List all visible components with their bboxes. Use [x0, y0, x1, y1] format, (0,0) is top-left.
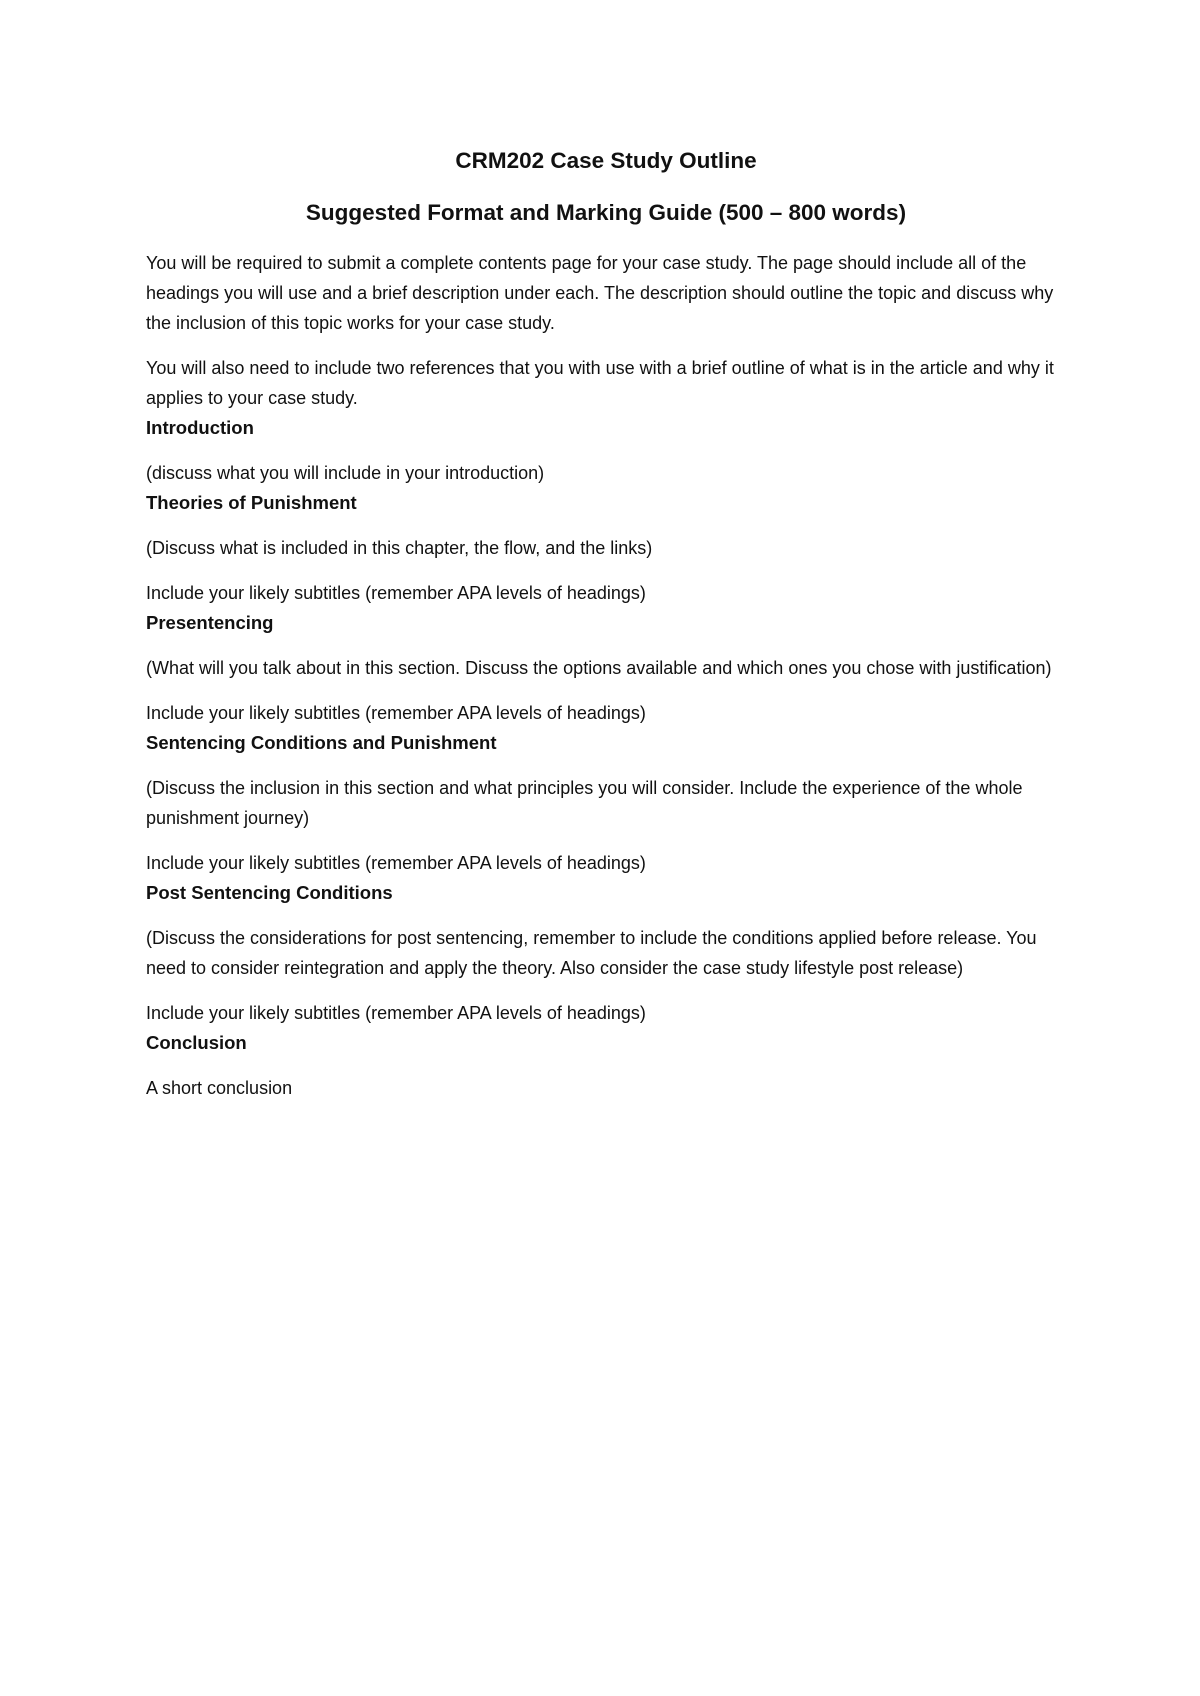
section-description: (Discuss what is included in this chapter, the flow, and the links)	[146, 538, 653, 558]
section-heading-post-sentencing-conditions: Post Sentencing Conditions	[146, 882, 393, 903]
section-description: (discuss what you will include in your introduction)	[146, 463, 545, 483]
section-post-sentencing-conditions	[146, 878, 1066, 1028]
section-conclusion	[146, 1028, 1066, 1103]
section-description: (Discuss the considerations for post sentencing, remember to include the conditions applied before release. You need to consider reintegration and apply the theory. Also consider the case study lifestyle post release)	[146, 928, 1037, 978]
section-heading-conclusion: Conclusion	[146, 1032, 247, 1053]
section-heading-sentencing-conditions-and-punishment: Sentencing Conditions and Punishment	[146, 732, 497, 753]
section-description: A short conclusion	[146, 1078, 293, 1098]
intro-paragraph-1: You will be required to submit a complete contents page for your case study. The page should include all of the headings you will use and a brief description under each. The description should outline the topic and discuss why the inclusion of this topic works for your case study.	[146, 253, 1054, 333]
section-subtitles-note: Include your likely subtitles (remember APA levels of headings)	[146, 703, 646, 723]
section-subtitles-note: Include your likely subtitles (remember APA levels of headings)	[146, 853, 646, 873]
section-theories-of-punishment	[146, 488, 1066, 608]
document-body	[146, 146, 1066, 1103]
section-introduction	[146, 413, 1066, 488]
section-subtitles-note: Include your likely subtitles (remember APA levels of headings)	[146, 583, 646, 603]
section-heading-theories-of-punishment: Theories of Punishment	[146, 492, 357, 513]
section-sentencing-conditions-and-punishment	[146, 728, 1066, 878]
document-title: CRM202 Case Study Outline	[455, 148, 757, 173]
section-subtitles-note: Include your likely subtitles (remember APA levels of headings)	[146, 1003, 646, 1023]
section-description: (Discuss the inclusion in this section and what principles you will consider. Include the experience of the whole punishment journey)	[146, 778, 1023, 828]
section-description: (What will you talk about in this section. Discuss the options available and which ones you chose with justification)	[146, 658, 1052, 678]
section-presentencing	[146, 608, 1066, 728]
document-subtitle: Suggested Format and Marking Guide (500 – 800 words)	[305, 200, 907, 225]
intro-paragraph-2: You will also need to include two references that you with use with a brief outline of what is in the article and why it applies to your case study.	[146, 358, 1054, 408]
section-heading-introduction: Introduction	[146, 417, 254, 438]
section-heading-presentencing: Presentencing	[146, 612, 274, 633]
